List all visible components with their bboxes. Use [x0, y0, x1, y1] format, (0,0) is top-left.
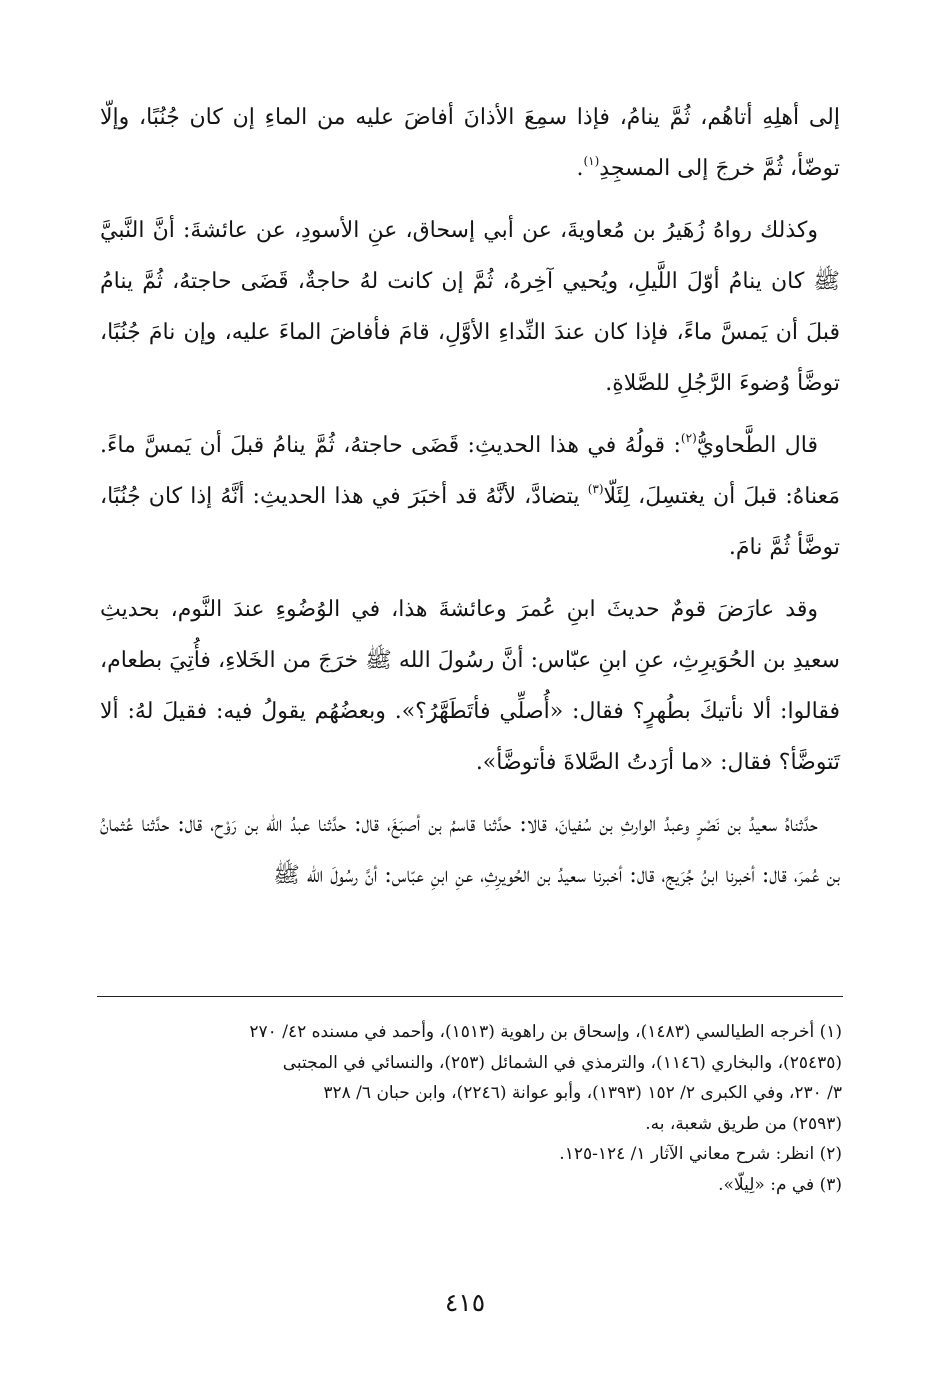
- page-number: ٤١٥: [444, 1288, 486, 1317]
- paragraph-2: [100, 205, 840, 409]
- paragraph-text-end: .: [576, 156, 584, 181]
- footnote-line: (٣) في م: «لِيلّا».: [718, 1174, 842, 1195]
- main-text: [100, 92, 840, 912]
- footnote-line: (٢٥٤٣٥)، والبخاري (١١٤٦)، والترمذي في الشمائل (٢٥٣)، والنسائي في المجتبى: [282, 1052, 842, 1073]
- paragraph-text: قال الطَّحاويُّ: [696, 433, 819, 458]
- paragraph-text: إلى أهلِهِ أتاهُم، ثُمَّ ينامُ، فإذا سمِعَ الأذانَ أفاضَ عليه من الماءِ إن كان جُنُبًا، وإلّا توضّأ، ثُمَّ خرجَ إلى المسجِدِ: [100, 105, 840, 181]
- footnote-marker-3[interactable]: (٣): [587, 482, 604, 496]
- footnote-line: ٣/ ٢٣٠، وفي الكبرى ٢/ ١٥٢ (١٣٩٣)، وأبو عوانة (٢٢٤٦)، وابن حبان ٦/ ٣٢٨: [323, 1083, 842, 1103]
- paragraph-text: وقد عارَضَ قومٌ حديثَ ابنِ عُمرَ وعائشةَ هذا، في الوُضُوءِ عندَ النَّوم، بحديثِ سعيدِ بن الحُوَيرِثِ، عنِ ابنِ عبّاس: أنَّ رسُولَ الله ﷺ خرَجَ من الخَلاءِ، فأُتِيَ بطعام، فقالوا: ألا نأتيكَ بطُهرٍ؟ فقال: «أُصلِّي فأتَطَهَّرُ؟». وبعضُهُم يقولُ فيه: فقيلَ لهُ: ألا تَتوضَّأ؟ فقال: «ما أرَدتُ الصَّلاةَ فأتوضَّأ».: [100, 597, 840, 775]
- footnote-line: (٢) انظر: شرح معاني الآثار ١/ ١٢٤-١٢٥.: [559, 1144, 842, 1164]
- paragraph-1: [100, 92, 840, 194]
- paragraph-5: [100, 799, 840, 901]
- paragraph-text: وكذلك رواهُ زُهَيرُ بن مُعاويةَ، عن أبي إسحاق، عنِ الأسودِ، عن عائشةَ: أنَّ النَّبيَّ ﷺ كان ينامُ أوّلَ اللَّيلِ، ويُحيي آخِرهُ، ثُمَّ إن كانت لهُ حاجةٌ، قَضَى حاجتهُ، ثُمَّ ينامُ قبلَ أن يَمسَّ ماءً، فإذا كان عندَ النِّداءِ الأوَّلِ، قامَ فأفاضَ الماءَ عليه، وإن نامَ جُنُبًا، توضَّأ وُضوءَ الرَّجُلِ للصَّلاةِ.: [100, 218, 840, 396]
- footnotes: [98, 1017, 842, 1200]
- footnote-marker-1[interactable]: (١): [583, 154, 600, 168]
- footnote-divider: [97, 996, 843, 997]
- footnote-line: (١) أخرجه الطيالسي (١٤٨٣)، وإسحاق بن راهوية (١٥١٣)، وأحمد في مسنده ٤٢/ ٢٧٠: [249, 1022, 842, 1042]
- footnote-marker-2[interactable]: (٢): [680, 431, 697, 445]
- footnote-line: (٢٥٩٣) من طريق شعبة، به.: [645, 1113, 842, 1134]
- paragraph-text-mid: : قولُهُ في هذا الحديثِ: قَضَى حاجتهُ، ثُمَّ ينامُ قبلَ أن يَمسَّ ماءً. مَعناهُ: قبلَ أن يغتسِلَ، لِئَلّا: [100, 433, 840, 509]
- footnote-1: [98, 1017, 842, 1139]
- paragraph-3: [100, 420, 840, 573]
- footnote-3: [98, 1170, 842, 1201]
- footnote-2: [98, 1139, 842, 1170]
- paragraph-text-end: يتضادَّ، لأنَّهُ قد أخبَرَ في هذا الحديثِ: أنَّهُ إذا كان جُنُبًا، توضَّأ ثُمَّ نامَ.: [100, 484, 840, 560]
- paragraph-text: حدَّثناهُ سعيدُ بن نَصْرٍ وعبدُ الوارثِ بن سُفيانَ، قالا: حدَّثنا قاسمُ بن أصبَغَ، قال: حدَّثنا عبدُ الله بن رَوْح، قال: حدَّثنا عُثمانُ بن عُمرَ، قال: أخبرنا ابنُ جُرَيج، قال: أخبرنا سعيدُ بن الحُويرِثِ، عنِ ابنِ عبّاس: أنَّ رسُولَ الله ﷺ: [100, 812, 840, 888]
- paragraph-4: [100, 584, 840, 788]
